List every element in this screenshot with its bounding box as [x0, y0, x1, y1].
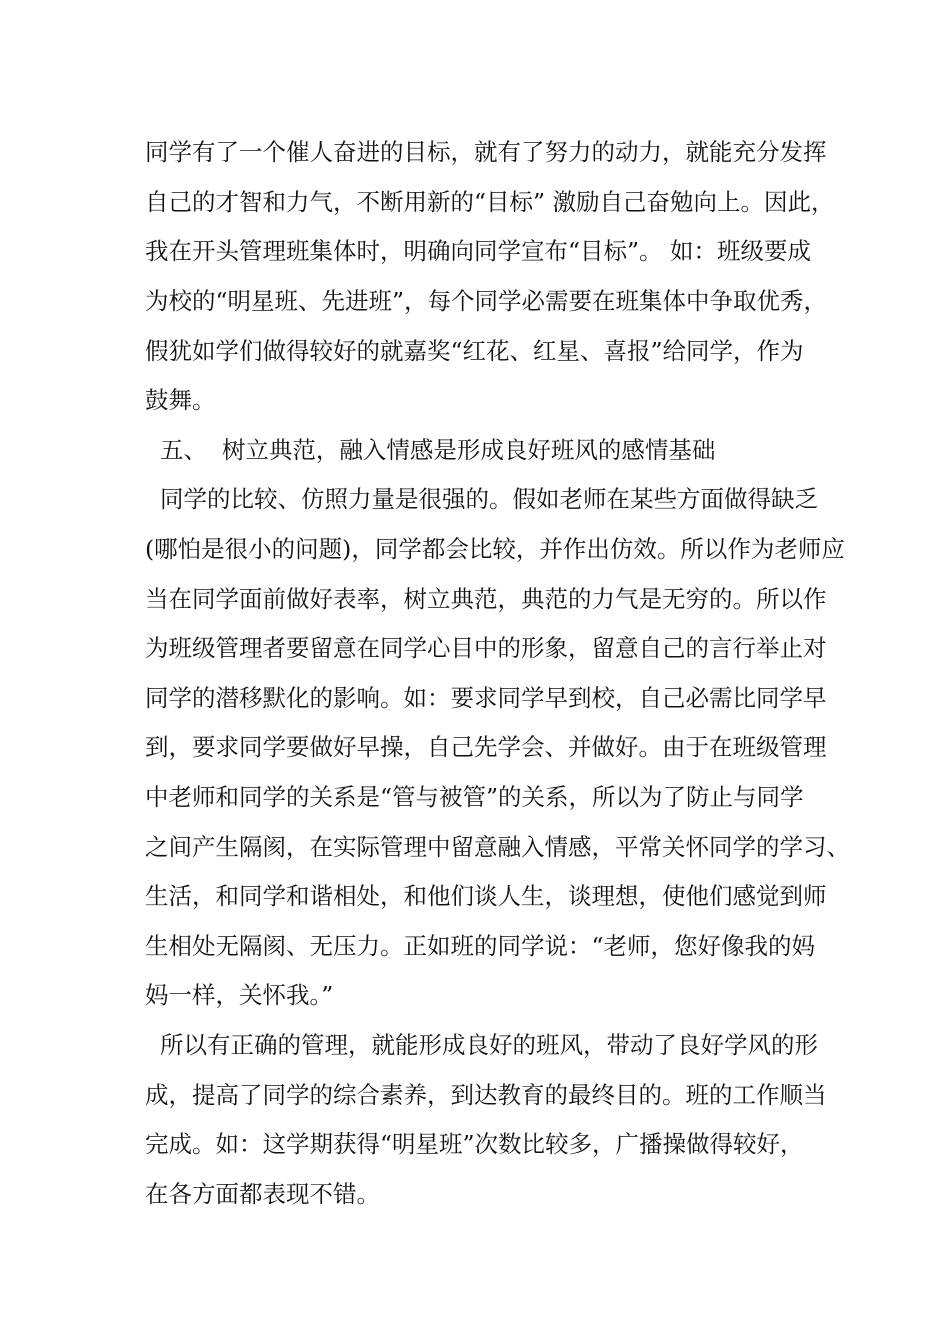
text-line-14: 中老师和同学的关系是“管与被管”的关系，所以为了防止与同学 — [145, 783, 804, 811]
text-line-4: 为校的“明星班、先进班”，每个同学必需要在班集体中争取优秀， — [145, 287, 828, 315]
text-line-18: 妈一样，关怀我。” — [145, 981, 334, 1009]
text-line-13: 到，要求同学要做好早操，自己先学会、并做好。由于在班级管理 — [145, 733, 827, 761]
text-line-21: 完成。如：这学期获得“明星班”次数比较多，广播操做得较好， — [145, 1130, 804, 1158]
text-line-5: 假犹如学们做得较好的就嘉奖“红花、红星、喜报”给同学，作为 — [145, 337, 804, 365]
text-line-1: 同学有了一个催人奋进的目标，就有了努力的动力，就能充分发挥 — [145, 138, 827, 166]
text-line-17: 生相处无隔阂、无压力。正如班的同学说：“老师，您好像我的妈 — [145, 932, 816, 960]
text-line-10: 当在同学面前做好表率，树立典范，典范的力气是无穷的。所以作 — [145, 585, 827, 613]
text-line-3: 我在开头管理班集体时，明确向同学宣布“目标”。 如：班级要成 — [145, 237, 811, 265]
text-line-15: 之间产生隔阂，在实际管理中留意融入情感，平常关怀同学的学习、 — [145, 833, 850, 861]
text-line-9: (哪怕是很小的问题)，同学都会比较，并作出仿效。所以作为老师应 — [145, 535, 845, 563]
text-line-12: 同学的潜移默化的影响。如：要求同学早到校，自己必需比同学早 — [145, 684, 827, 712]
text-line-2: 自己的才智和力气，不断用新的“目标” 激励自己奋勉向上。因此， — [145, 188, 835, 216]
text-line-20: 成，提高了同学的综合素养，到达教育的最终目的。班的工作顺当 — [145, 1081, 827, 1109]
text-line-11: 为班级管理者要留意在同学心目中的形象，留意自己的言行举止对 — [145, 634, 827, 662]
text-line-6: 鼓舞。 — [145, 386, 216, 414]
text-line-8: 同学的比较、仿照力量是很强的。假如老师在某些方面做得缺乏 — [145, 485, 818, 513]
section-heading: 五、 树立典范，融入情感是形成良好班风的感情基础 — [145, 436, 716, 464]
text-line-19: 所以有正确的管理，就能形成良好的班风，带动了良好学风的形 — [145, 1031, 818, 1059]
text-line-16: 生活，和同学和谐相处，和他们谈人生，谈理想，使他们感觉到师 — [145, 882, 827, 910]
text-line-22: 在各方面都表现不错。 — [145, 1180, 380, 1208]
